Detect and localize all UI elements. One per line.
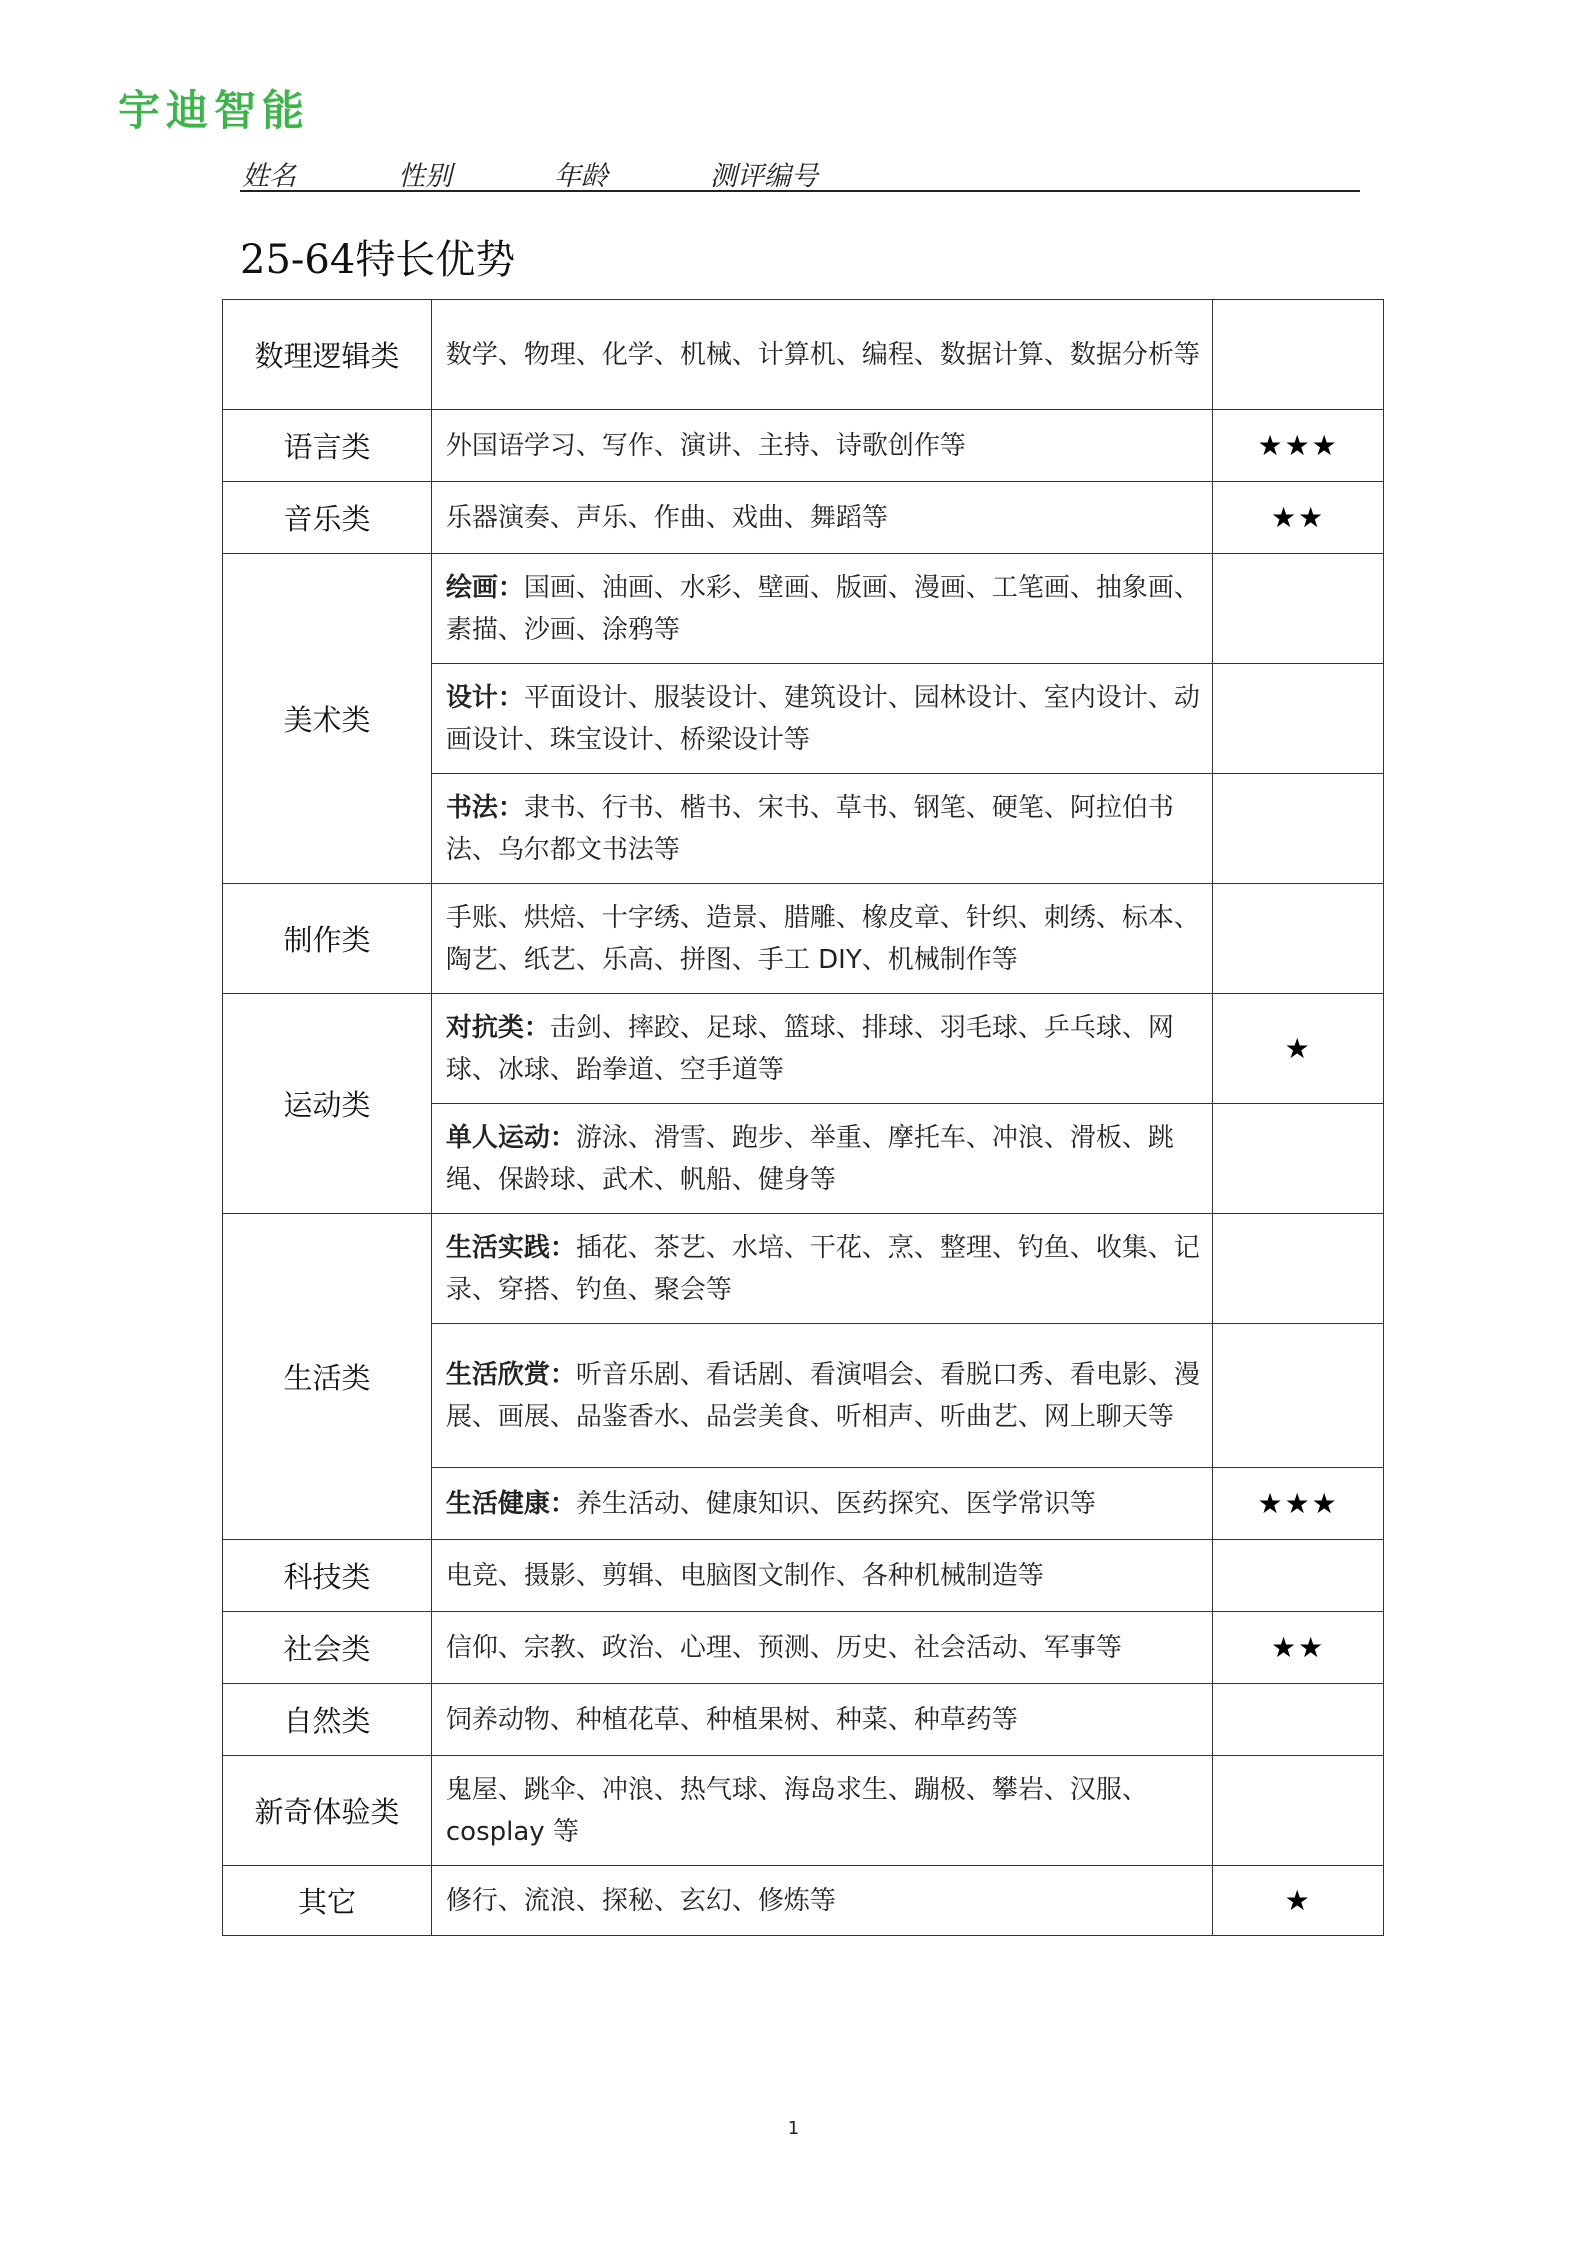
item-text: 数学、物理、化学、机械、计算机、编程、数据计算、数据分析等 [445, 339, 1200, 370]
star-rating [1213, 1214, 1384, 1324]
item-text: 插花、茶艺、水培、干花、烹、整理、钓鱼、收集、记录、穿搭、钓鱼、聚会等 [445, 1232, 1200, 1305]
description-cell [431, 1468, 1212, 1540]
table-row [223, 554, 1384, 664]
table-row [223, 1612, 1384, 1684]
category-cell: 语言类 [223, 410, 432, 482]
table-row [223, 884, 1384, 994]
description-cell [431, 1866, 1212, 1936]
star-rating: ★★★ [1213, 410, 1384, 482]
table-row [223, 994, 1384, 1104]
table-row [223, 410, 1384, 482]
item-label: 生活健康： [445, 1488, 576, 1519]
star-rating [1213, 1104, 1384, 1214]
star-rating [1213, 664, 1384, 774]
item-text: 鬼屋、跳伞、冲浪、热气球、海岛求生、蹦极、攀岩、汉服、cosplay 等 [445, 1774, 1148, 1847]
category-cell: 自然类 [223, 1684, 432, 1756]
item-label: 书法： [445, 792, 524, 823]
item-text: 修行、流浪、探秘、玄幻、修炼等 [445, 1885, 836, 1916]
description-cell [431, 1756, 1212, 1866]
item-text: 养生活动、健康知识、医药探究、医学常识等 [575, 1488, 1096, 1519]
item-text: 击剑、摔跤、足球、篮球、排球、羽毛球、乒乓球、网球、冰球、跆拳道、空手道等 [445, 1012, 1174, 1085]
star-rating [1213, 1540, 1384, 1612]
item-text: 国画、油画、水彩、壁画、版画、漫画、工笔画、抽象画、素描、沙画、涂鸦等 [445, 572, 1200, 645]
item-text: 平面设计、服装设计、建筑设计、园林设计、室内设计、动画设计、珠宝设计、桥梁设计等 [445, 682, 1200, 755]
table-row [223, 1756, 1384, 1866]
description-cell [431, 1540, 1212, 1612]
info-field-gender: 性别 [398, 161, 452, 192]
description-cell [431, 1684, 1212, 1756]
table-row [223, 1866, 1384, 1936]
star-rating [1213, 300, 1384, 410]
star-rating: ★ [1213, 994, 1384, 1104]
item-label: 设计： [445, 682, 524, 713]
category-cell: 音乐类 [223, 482, 432, 554]
description-cell [431, 1324, 1212, 1468]
item-text: 隶书、行书、楷书、宋书、草书、钢笔、硬笔、阿拉伯书法、乌尔都文书法等 [445, 792, 1174, 865]
item-text: 手账、烘焙、十字绣、造景、腊雕、橡皮章、针织、刺绣、标本、陶艺、纸艺、乐高、拼图、手工 DIY、机械制作等 [445, 902, 1200, 975]
star-rating: ★ [1213, 1866, 1384, 1936]
item-label: 绘画： [445, 572, 524, 603]
star-rating [1213, 884, 1384, 994]
category-cell: 数理逻辑类 [223, 300, 432, 410]
item-text: 电竞、摄影、剪辑、电脑图文制作、各种机械制造等 [445, 1560, 1044, 1591]
table-row [223, 482, 1384, 554]
page-number: 1 [787, 2118, 800, 2139]
description-cell [431, 774, 1212, 884]
description-cell [431, 664, 1212, 774]
info-field-age: 年龄 [554, 161, 608, 192]
table-row [223, 300, 1384, 410]
item-text: 外国语学习、写作、演讲、主持、诗歌创作等 [445, 430, 966, 461]
description-cell [431, 1104, 1212, 1214]
info-header-line [240, 150, 1360, 192]
description-cell [431, 554, 1212, 664]
item-label: 生活欣赏： [445, 1359, 576, 1390]
category-cell: 运动类 [223, 994, 432, 1214]
star-rating [1213, 1324, 1384, 1468]
star-rating: ★★ [1213, 1612, 1384, 1684]
table-row [223, 1540, 1384, 1612]
table-row [223, 1214, 1384, 1324]
description-cell [431, 1612, 1212, 1684]
brand-logo-text: 宇迪智能 [118, 86, 311, 135]
category-cell: 社会类 [223, 1612, 432, 1684]
item-text: 游泳、滑雪、跑步、举重、摩托车、冲浪、滑板、跳绳、保龄球、武术、帆船、健身等 [445, 1122, 1174, 1195]
info-field-name: 姓名 [242, 161, 296, 192]
item-label: 对抗类： [445, 1012, 550, 1043]
category-cell: 新奇体验类 [223, 1756, 432, 1866]
star-rating [1213, 1756, 1384, 1866]
star-rating [1213, 1684, 1384, 1756]
info-field-assessment-id: 测评编号 [710, 161, 818, 192]
description-cell [431, 482, 1212, 554]
category-cell: 美术类 [223, 554, 432, 884]
description-cell [431, 300, 1212, 410]
talent-table [222, 299, 1384, 1936]
description-cell [431, 1214, 1212, 1324]
item-text: 饲养动物、种植花草、种植果树、种菜、种草药等 [445, 1704, 1018, 1735]
star-rating [1213, 774, 1384, 884]
category-cell: 生活类 [223, 1214, 432, 1540]
description-cell [431, 884, 1212, 994]
star-rating [1213, 554, 1384, 664]
table-row [223, 1684, 1384, 1756]
item-text: 乐器演奏、声乐、作曲、戏曲、舞蹈等 [445, 502, 888, 533]
page-title: 25-64特长优势 [240, 237, 516, 283]
item-text: 听音乐剧、看话剧、看演唱会、看脱口秀、看电影、漫展、画展、品鉴香水、品尝美食、听相声、听曲艺、网上聊天等 [445, 1359, 1200, 1432]
description-cell [431, 994, 1212, 1104]
item-text: 信仰、宗教、政治、心理、预测、历史、社会活动、军事等 [445, 1632, 1122, 1663]
star-rating: ★★★ [1213, 1468, 1384, 1540]
category-cell: 科技类 [223, 1540, 432, 1612]
item-label: 单人运动： [445, 1122, 576, 1153]
star-rating: ★★ [1213, 482, 1384, 554]
description-cell [431, 410, 1212, 482]
item-label: 生活实践： [445, 1232, 576, 1263]
category-cell: 其它 [223, 1866, 432, 1936]
category-cell: 制作类 [223, 884, 432, 994]
